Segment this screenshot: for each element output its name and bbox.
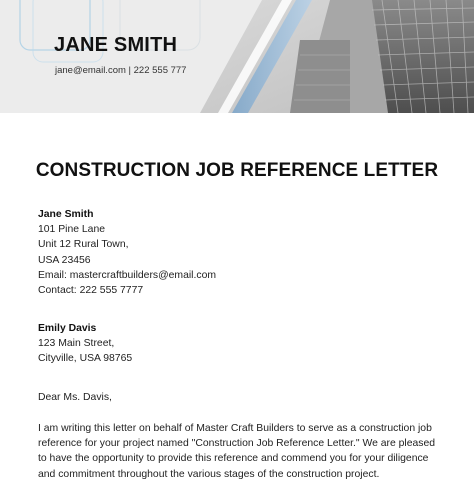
sender-email: Email: mastercraftbuilders@email.com bbox=[38, 269, 217, 281]
body-line: to have the opportunity to provide this reference and commend you for your diligence bbox=[38, 453, 429, 465]
sender-name: Jane Smith bbox=[38, 209, 94, 220]
sender-address-block bbox=[38, 207, 216, 298]
recipient-address-line: Cityville, USA 98765 bbox=[38, 353, 133, 365]
recipient-address-line: 123 Main Street, bbox=[38, 338, 115, 350]
body-line: and commitment throughout the various stages of the construction project. bbox=[38, 468, 380, 480]
sender-contact: Contact: 222 555 7777 bbox=[38, 285, 144, 297]
author-contact-line: jane@email.com | 222 555 777 bbox=[55, 65, 187, 76]
body-line: reference for your project named "Construction Job Reference Letter." We are pleased bbox=[38, 438, 436, 450]
sender-address-line: 101 Pine Lane bbox=[38, 224, 106, 236]
salutation: Dear Ms. Davis, bbox=[38, 392, 112, 403]
sender-address-line: USA 23456 bbox=[38, 254, 91, 266]
author-name-heading: JANE SMITH bbox=[54, 34, 178, 56]
letterhead-header bbox=[0, 0, 474, 113]
sender-address-line: Unit 12 Rural Town, bbox=[38, 239, 129, 251]
recipient-name: Emily Davis bbox=[38, 323, 97, 334]
body-line: I am writing this letter on behalf of Master Craft Builders to serve as a construction job bbox=[38, 423, 432, 434]
document-title: CONSTRUCTION JOB REFERENCE LETTER bbox=[35, 160, 439, 181]
recipient-address-block bbox=[38, 321, 132, 367]
